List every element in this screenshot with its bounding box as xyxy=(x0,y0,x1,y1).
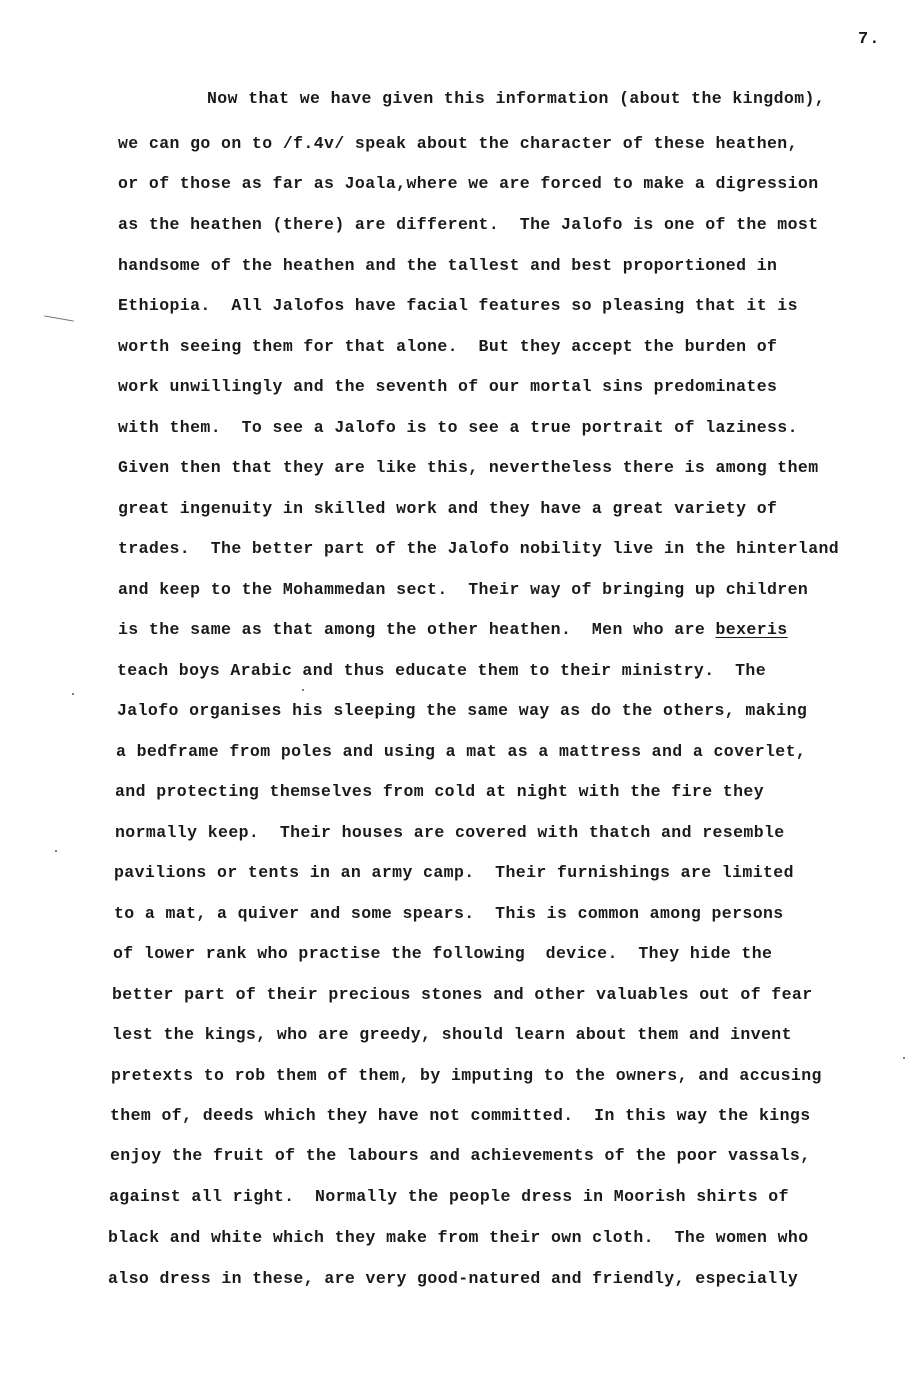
scan-speck xyxy=(903,1057,905,1059)
text-line: better part of their precious stones and other valuables out of fear xyxy=(112,985,813,1004)
text-line: great ingenuity in skilled work and they have a great variety of xyxy=(118,499,778,518)
text-line: and protecting themselves from cold at night with the fire they xyxy=(115,782,765,801)
text-line: Now that we have given this information (about the kingdom), xyxy=(207,89,826,108)
text-line: Ethiopia. All Jalofos have facial features so pleasing that it is xyxy=(118,296,798,315)
text-line: with them. To see a Jalofo is to see a true portrait of laziness. xyxy=(118,418,798,437)
text-line: lest the kings, who are greedy, should learn about them and invent xyxy=(112,1025,792,1044)
page-number: 7. xyxy=(858,30,881,49)
scan-speck xyxy=(72,693,74,695)
text-line: also dress in these, are very good-natured and friendly, especially xyxy=(108,1269,799,1288)
text-line: enjoy the fruit of the labours and achievements of the poor vassals, xyxy=(110,1146,811,1165)
text-line: work unwillingly and the seventh of our mortal sins predominates xyxy=(118,377,778,396)
text-line: of lower rank who practise the following device. They hide the xyxy=(113,944,773,963)
text-line: as the heathen (there) are different. The Jalofo is one of the most xyxy=(118,215,819,234)
text-line: a bedframe from poles and using a mat as a mattress and a coverlet, xyxy=(116,742,807,761)
text-line: normally keep. Their houses are covered with thatch and resemble xyxy=(115,823,785,842)
text-line-with-underline xyxy=(118,620,788,640)
text-line: trades. The better part of the Jalofo nobility live in the hinterland xyxy=(118,539,840,558)
text-segment: is the same as that among the other heathen. Men who are xyxy=(118,620,716,639)
text-line: them of, deeds which they have not committed. In this way the kings xyxy=(110,1106,811,1125)
text-line: against all right. Normally the people dress in Moorish shirts of xyxy=(109,1187,789,1206)
scan-speck xyxy=(302,689,304,691)
text-line: we can go on to /f.4v/ speak about the character of these heathen, xyxy=(118,134,798,153)
text-line: teach boys Arabic and thus educate them to their ministry. The xyxy=(117,661,767,680)
text-line: pavilions or tents in an army camp. Their furnishings are limited xyxy=(114,863,794,882)
text-line: Given then that they are like this, nevertheless there is among them xyxy=(118,458,819,477)
text-line: pretexts to rob them of them, by imputing to the owners, and accusing xyxy=(111,1066,822,1085)
text-line: to a mat, a quiver and some spears. This is common among persons xyxy=(114,904,784,923)
text-line: and keep to the Mohammedan sect. Their way of bringing up children xyxy=(118,580,809,599)
text-line: worth seeing them for that alone. But they accept the burden of xyxy=(118,337,778,356)
scan-speck xyxy=(55,850,57,852)
underlined-word: bexeris xyxy=(715,620,788,639)
text-line: Jalofo organises his sleeping the same way as do the others, making xyxy=(117,701,808,720)
text-line: handsome of the heathen and the tallest and best proportioned in xyxy=(118,256,778,275)
text-line: or of those as far as Joala,where we are forced to make a digression xyxy=(118,174,819,193)
scan-speck xyxy=(44,315,74,321)
text-line: black and white which they make from their own cloth. The women who xyxy=(108,1228,809,1247)
